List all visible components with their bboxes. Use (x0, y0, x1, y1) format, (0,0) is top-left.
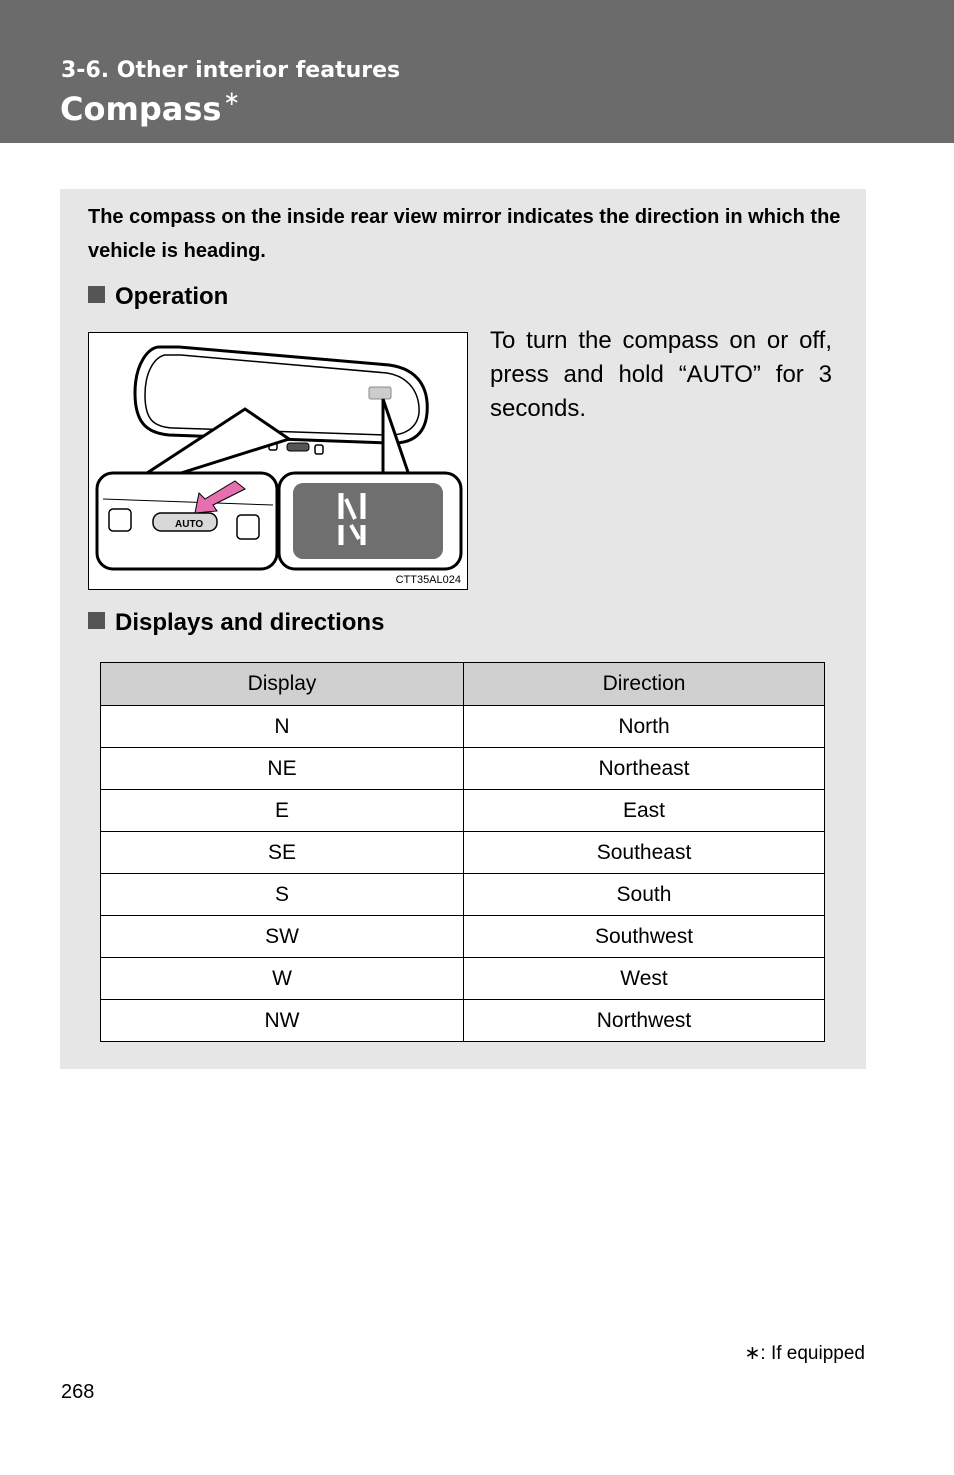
auto-button-label: AUTO (175, 519, 204, 530)
rear-view-mirror-illustration (89, 333, 467, 589)
display-cell: W (101, 958, 464, 1000)
page-number: 268 (61, 1381, 95, 1403)
square-bullet-icon (88, 286, 105, 303)
intro-text: The compass on the inside rear view mirror indicates the direction in which the vehicle is heading. (88, 206, 841, 262)
directions-table (100, 662, 825, 1042)
direction-cell: West (464, 958, 825, 1000)
table-row (101, 748, 825, 790)
section-label: 3-6. Other interior features (61, 58, 401, 83)
direction-cell: Northwest (464, 1000, 825, 1042)
footnote: ∗: If equipped (744, 1343, 865, 1364)
table-row (101, 916, 825, 958)
operation-heading-text: Operation (115, 283, 229, 310)
figure-code: CTT35AL024 (395, 574, 461, 586)
display-cell: S (101, 874, 464, 916)
page-title-text: Compass (60, 90, 222, 128)
mirror-figure (88, 332, 468, 590)
table-row (101, 790, 825, 832)
displays-heading (88, 609, 384, 637)
column-header-direction: Direction (464, 663, 825, 706)
column-header-display: Display (101, 663, 464, 706)
displays-heading-text: Displays and directions (115, 609, 385, 636)
direction-cell: Northeast (464, 748, 825, 790)
page-header (0, 0, 954, 143)
direction-cell: South (464, 874, 825, 916)
display-cell: SW (101, 916, 464, 958)
display-cell: NW (101, 1000, 464, 1042)
table-row (101, 1000, 825, 1042)
display-cell: N (101, 706, 464, 748)
table-row (101, 958, 825, 1000)
direction-cell: North (464, 706, 825, 748)
display-cell: NE (101, 748, 464, 790)
table-row (101, 832, 825, 874)
operation-text: To turn the compass on or off, press and hold “AUTO” for 3 seconds. (490, 327, 832, 422)
operation-heading (88, 283, 228, 311)
direction-cell: Southwest (464, 916, 825, 958)
direction-cell: Southeast (464, 832, 825, 874)
square-bullet-icon (88, 612, 105, 629)
display-cell: E (101, 790, 464, 832)
page-title (60, 86, 241, 128)
table-header-row (101, 663, 825, 706)
direction-cell: East (464, 790, 825, 832)
display-cell: SE (101, 832, 464, 874)
table-row (101, 874, 825, 916)
if-equipped-mark: ∗ (223, 86, 241, 110)
table-row (101, 706, 825, 748)
